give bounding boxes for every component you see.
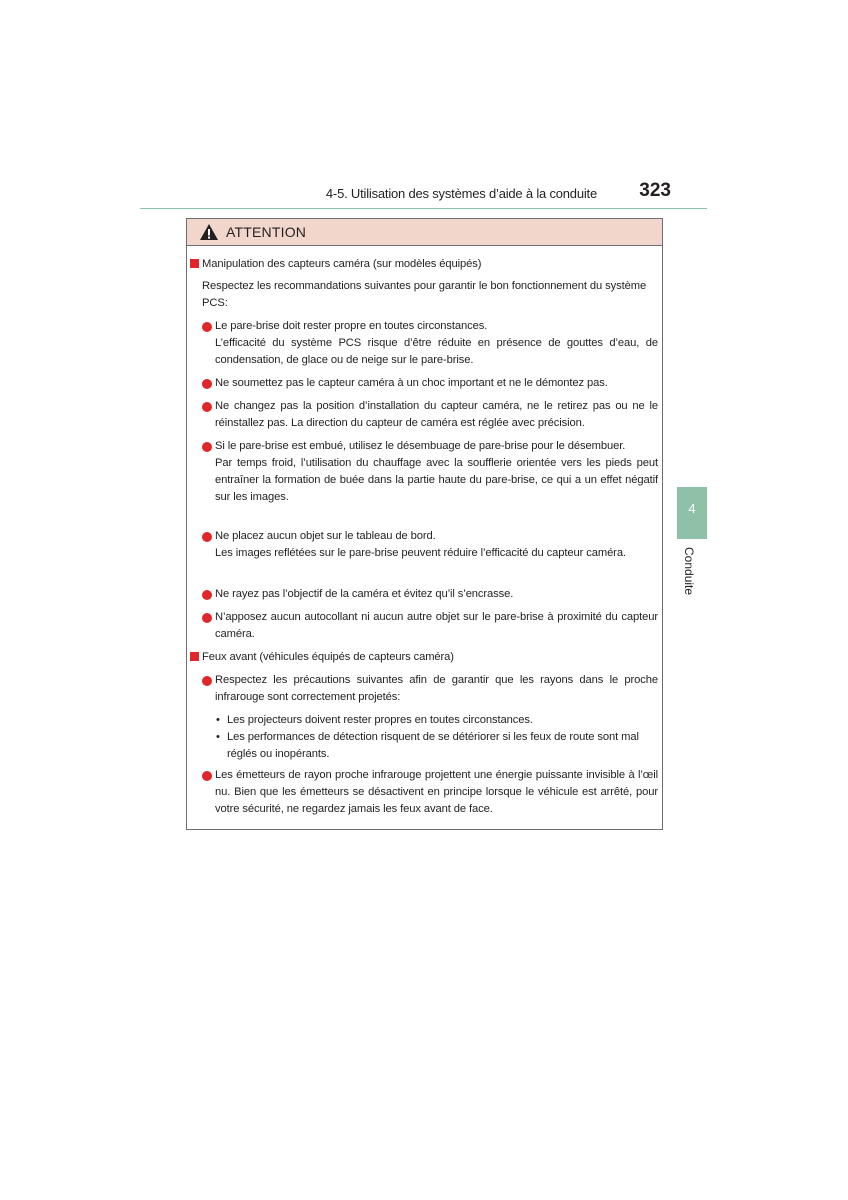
- list-item: Ne changez pas la position d’installation du capteur caméra, ne le retirez pas ou ne le réinstallez pas. La direction du capteur de caméra est réglée avec précision.: [202, 398, 658, 432]
- red-bullet-icon: [202, 676, 212, 686]
- red-bullet-icon: [202, 590, 212, 600]
- section-intro: Respectez les recommandations suivantes pour garantir le bon fonctionnement du système PCS:: [202, 280, 647, 309]
- list-item: Respectez les précautions suivantes afin de garantir que les rayons dans le proche infrarouge sont correctement projetés:: [202, 672, 658, 706]
- section-heading: Manipulation des capteurs caméra (sur modèles équipés): [190, 256, 481, 273]
- warning-triangle-icon: [199, 223, 219, 241]
- sub-list-item: • Les projecteurs doivent rester propres en toutes circonstances.: [214, 712, 658, 729]
- red-square-marker: [190, 259, 199, 268]
- red-bullet-icon: [202, 771, 212, 781]
- list-item: Si le pare-brise est embué, utilisez le désembuage de pare-brise pour le désembuer. Par temps froid, l’utilisation du chauffage avec la soufflerie orientée vers les pieds peut entraîner la formation de buée dans la partie haute du pare-brise, ce qui a un effet négatif sur les images.: [202, 438, 658, 506]
- attention-header: [187, 219, 662, 246]
- list-item: Ne placez aucun objet sur le tableau de bord. Les images reflétées sur le pare-brise peuvent réduire l’efficacité du capteur caméra.: [202, 528, 658, 562]
- list-item: Les émetteurs de rayon proche infrarouge projettent une énergie puissante invisible à l’œil nu. Bien que les émetteurs se désactivent en principe lorsque le véhicule est arrêté, pour votre sécurité, ne regardez jamais les feux avant de face.: [202, 767, 658, 818]
- middle-dot-bullet: •: [216, 731, 220, 743]
- sub-list-item: • Les performances de détection risquent de se détériorer si les feux de route sont mal réglés ou inopérants.: [216, 731, 639, 760]
- red-bullet-icon: [202, 402, 212, 412]
- red-square-marker: [190, 652, 199, 661]
- red-bullet-icon: [202, 322, 212, 332]
- list-item: Ne soumettez pas le capteur caméra à un choc important et ne le démontez pas.: [202, 375, 658, 392]
- section-heading: Feux avant (véhicules équipés de capteurs caméra): [190, 649, 454, 666]
- page-header: [140, 178, 707, 209]
- middle-dot-bullet: •: [216, 714, 220, 726]
- chapter-number: 4: [688, 501, 696, 516]
- chapter-label: Conduite: [682, 547, 696, 596]
- list-item: N’apposez aucun autocollant ni aucun autre objet sur le pare-brise à proximité du capteur caméra.: [202, 609, 658, 643]
- list-item: Le pare-brise doit rester propre en toutes circonstances. L’efficacité du système PCS risque d’être réduite en présence de gouttes d’eau, de condensation, de glace ou de neige sur le pare-brise.: [202, 318, 658, 369]
- red-bullet-icon: [202, 379, 212, 389]
- red-bullet-icon: [202, 613, 212, 623]
- section-title: 4-5. Utilisation des systèmes d’aide à la conduite: [325, 186, 597, 201]
- page-number: 323: [639, 180, 671, 201]
- chapter-tab: [677, 487, 707, 539]
- attention-box: [186, 218, 663, 830]
- red-bullet-icon: [202, 442, 212, 452]
- list-item: Ne rayez pas l’objectif de la caméra et évitez qu’il s’encrasse.: [202, 586, 658, 603]
- attention-heading: ATTENTION: [226, 224, 307, 240]
- red-bullet-icon: [202, 532, 212, 542]
